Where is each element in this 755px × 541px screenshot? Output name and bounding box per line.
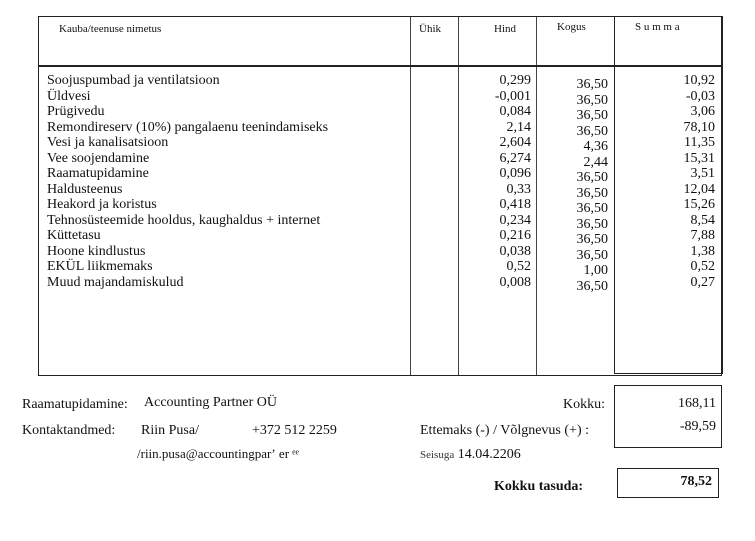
item-sum: 7,88 [690,228,715,243]
header-rule [39,65,721,67]
header-unit: Ühik [419,23,441,35]
item-name: Haldusteenus [47,181,123,197]
item-name: Vesi ja kanalisatsioon [47,135,169,150]
header-price: Hind [494,23,516,35]
item-qty: 4,36 [583,139,608,154]
header-qty: Kogus [557,21,586,33]
table-row [39,135,721,154]
item-name: Muud majandamiskulud [47,274,184,290]
item-name: Remondireserv (10%) pangalaenu teenindamiseks [47,119,329,135]
item-sum: 0,52 [690,259,715,274]
item-price: 0,52 [506,259,531,274]
item-qty: 1,00 [583,263,608,278]
item-name: Soojuspumbad ja ventilatsioon [47,73,220,88]
item-qty: 36,50 [576,108,608,123]
total-label: Kokku: [563,397,605,412]
item-qty: 36,50 [576,216,608,232]
item-price: 2,604 [499,135,531,150]
accounting-value: Accounting Partner OÜ [144,395,277,410]
table-row [39,104,721,123]
item-price: 6,274 [499,150,531,166]
item-sum: 15,31 [683,150,715,166]
item-sum: 3,51 [690,166,715,181]
status-line [420,447,521,463]
contact-email: /riin.pusa@accountingparʼ er ᵉᵉ [137,446,299,461]
item-name: Heakord ja koristus [47,197,157,212]
header-sum: S u m m a [635,21,680,33]
item-sum: 11,35 [684,135,715,150]
item-name: Hoone kindlustus [47,243,146,259]
item-qty: 36,50 [576,92,608,108]
item-qty: 2,44 [583,154,608,170]
table-row [39,259,721,278]
table-row [39,166,721,185]
item-name: Prügivedu [47,104,105,119]
item-qty: 36,50 [576,201,608,216]
table-row [39,243,721,263]
item-sum: 15,26 [683,197,715,212]
item-sum: 12,04 [683,181,715,197]
table-row [39,119,721,139]
contacts-label: Kontaktandmed: [22,423,116,438]
item-price: 0,418 [499,197,531,212]
item-qty: 36,50 [576,77,608,92]
table-row [39,274,721,294]
pay-label: Kokku tasuda: [494,479,584,494]
prepay-label: Ettemaks (-) / Võlgnevus (+) : [420,423,589,438]
table-row [39,228,721,247]
item-sum: 1,38 [690,243,715,259]
item-name: Raamatupidamine [47,166,149,181]
table-row [39,197,721,216]
invoice-rows [39,73,721,294]
invoice-table [38,16,722,376]
item-name: EKÜL liikmemaks [47,259,153,274]
accounting-label: Raamatupidamine: [22,397,128,412]
item-price: 0,299 [499,73,531,88]
item-price: 0,084 [499,104,531,119]
item-price: 0,038 [499,243,531,259]
item-sum: -0,03 [685,88,715,104]
item-name: Küttetasu [47,228,101,243]
item-price: 2,14 [506,119,531,135]
item-price: 0,008 [499,274,531,290]
table-row [39,150,721,170]
item-sum: 8,54 [690,212,715,228]
item-qty: 36,50 [576,232,608,247]
contact-phone: +372 512 2259 [252,423,337,438]
pay-value: 78,52 [680,474,712,489]
item-name: Vee soojendamine [47,150,150,166]
item-sum: 78,10 [683,119,715,135]
item-sum: 3,06 [690,104,715,119]
item-price: -0,001 [494,88,531,104]
item-qty: 36,50 [576,185,608,201]
item-price: 0,234 [499,212,531,228]
item-name: Üldvesi [47,88,91,104]
item-sum: 0,27 [690,274,715,290]
pay-box [617,468,719,498]
status-date: 14.04.2206 [457,447,521,462]
item-price: 0,216 [499,228,531,243]
item-qty: 36,50 [576,278,608,294]
item-price: 0,33 [506,181,531,197]
table-row [39,212,721,232]
table-row [39,73,721,92]
item-qty: 36,50 [576,170,608,185]
totals-box [614,385,722,448]
total-value: 168,11 [678,396,716,411]
prepay-value: -89,59 [679,419,716,434]
table-row [39,181,721,201]
item-price: 0,096 [499,166,531,181]
status-label: Seisuga [420,449,455,461]
table-row [39,88,721,108]
header-name: Kauba/teenuse nimetus [59,23,162,35]
item-qty: 36,50 [576,247,608,263]
contact-name: Riin Pusa/ [141,423,199,438]
item-sum: 10,92 [683,73,715,88]
item-qty: 36,50 [576,123,608,139]
item-name: Tehnosüsteemide hooldus, kaughaldus + internet [47,212,321,228]
